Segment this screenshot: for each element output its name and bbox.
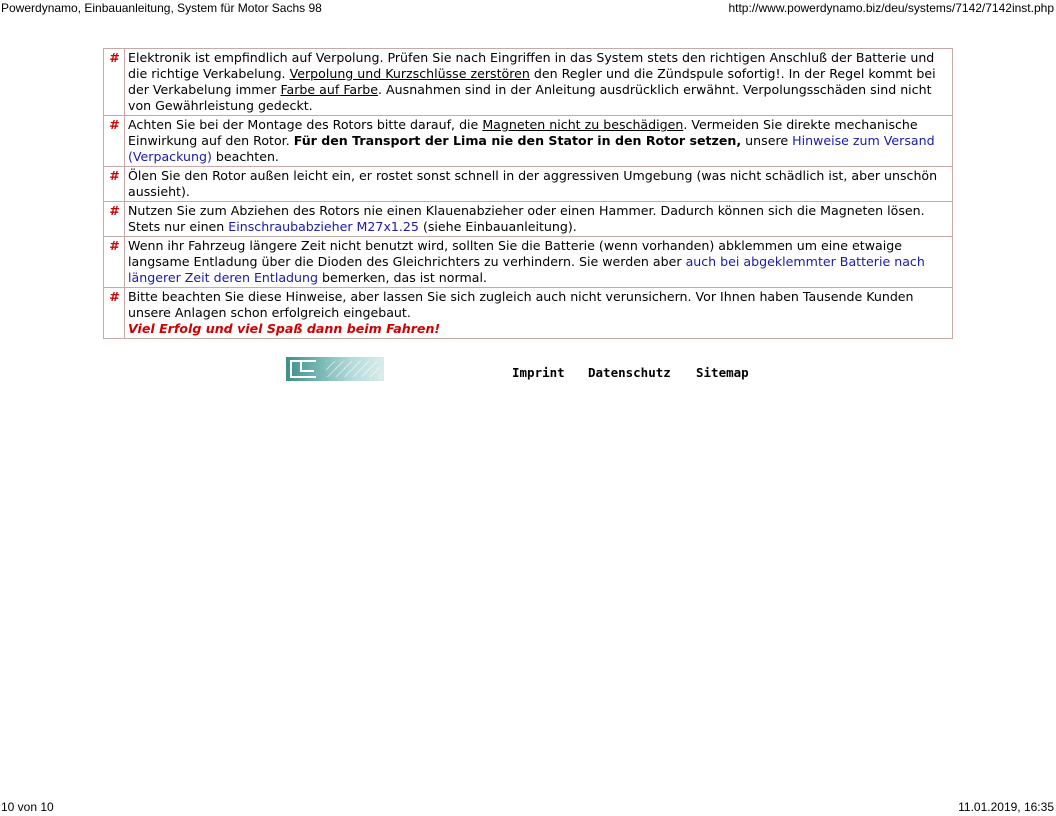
imprint-link[interactable]: Imprint: [512, 365, 565, 380]
hash-icon: #: [104, 202, 125, 237]
note-text: Ölen Sie den Rotor außen leicht ein, er rostet sonst schnell in der aggressiven Umgebung (was nicht schädlich ist, aber unschön aussieht).: [125, 167, 953, 202]
notes-table: [103, 48, 953, 339]
note-row: [104, 288, 953, 339]
closing-message: Viel Erfolg und viel Spaß dann beim Fahren!: [128, 321, 441, 336]
hash-icon: #: [104, 167, 125, 202]
note-row: [104, 202, 953, 237]
shipping-hints-link[interactable]: Hinweise zum Versand (Verpackung): [128, 133, 935, 164]
print-header-url: http://www.powerdynamo.biz/deu/systems/7142/7142inst.php: [728, 1, 1054, 15]
note-row: [104, 116, 953, 167]
print-header-title: Powerdynamo, Einbauanleitung, System für Motor Sachs 98: [1, 1, 322, 15]
note-row: [104, 49, 953, 116]
sitemap-link[interactable]: Sitemap: [696, 365, 749, 380]
underlined-text: Magneten nicht zu beschädigen: [482, 117, 684, 132]
hash-icon: #: [104, 116, 125, 167]
note-text: Elektronik ist empfindlich auf Verpolung. Prüfen Sie nach Eingriffen in das System stets den richtigen Anschluß der Batterie und die richtige Verkabelung. Verpolung und Kurzschlüsse zerstören den Regler und die Zündspule sofortig!. In der Regel kommt bei der Verkabelung immer Farbe auf Farbe. Ausnahmen sind in der Anleitung ausdrücklich erwähnt. Verpolungsschäden sind nicht von Gewährleistung gedeckt.: [125, 49, 953, 116]
note-text: Bitte beachten Sie diese Hinweise, aber lassen Sie sich zugleich auch nicht verunsichern. Vor Ihnen haben Tausende Kunden unsere Anlagen schon erfolgreich eingebaut. Viel Erfolg und viel Spaß dann beim Fahren!: [125, 288, 953, 339]
note-text: Achten Sie bei der Montage des Rotors bitte darauf, die Magneten nicht zu beschädigen. Vermeiden Sie direkte mechanische Einwirkung auf den Rotor. Für den Transport der Lima nie den Stator in den Rotor setzen, unsere Hinweise zum Versand (Verpackung) beachten.: [125, 116, 953, 167]
company-logo[interactable]: [286, 357, 384, 381]
hash-icon: #: [104, 49, 125, 116]
puller-link[interactable]: Einschraubabzieher M27x1.25: [228, 219, 419, 234]
note-text: Nutzen Sie zum Abziehen des Rotors nie einen Klauenabzieher oder einen Hammer. Dadurch können sich die Magneten lösen. Stets nur einen Einschraubabzieher M27x1.25 (siehe Einbauanleitung).: [125, 202, 953, 237]
hash-icon: #: [104, 288, 125, 339]
note-text: Wenn ihr Fahrzeug längere Zeit nicht benutzt wird, sollten Sie die Batterie (wenn vorhanden) abklemmen um eine etwaige langsame Entladung über die Dioden des Gleichrichters zu verhindern. Sie werden aber auch bei abgeklemmter Batterie nach längerer Zeit deren Entladung bemerken, das ist normal.: [125, 237, 953, 288]
underlined-text: Verpolung und Kurzschlüsse zerstören: [289, 66, 530, 81]
note-row: [104, 167, 953, 202]
note-row: [104, 237, 953, 288]
bold-warning: Für den Transport der Lima nie den Stator in den Rotor setzen,: [293, 133, 742, 148]
battery-discharge-link[interactable]: auch bei abgeklemmter Batterie nach längerer Zeit deren Entladung: [128, 254, 925, 285]
hash-icon: #: [104, 237, 125, 288]
privacy-link[interactable]: Datenschutz: [588, 365, 671, 380]
underlined-text: Farbe auf Farbe: [280, 82, 379, 97]
page-number: 10 von 10: [1, 800, 54, 814]
print-datetime: 11.01.2019, 16:35: [958, 800, 1054, 814]
